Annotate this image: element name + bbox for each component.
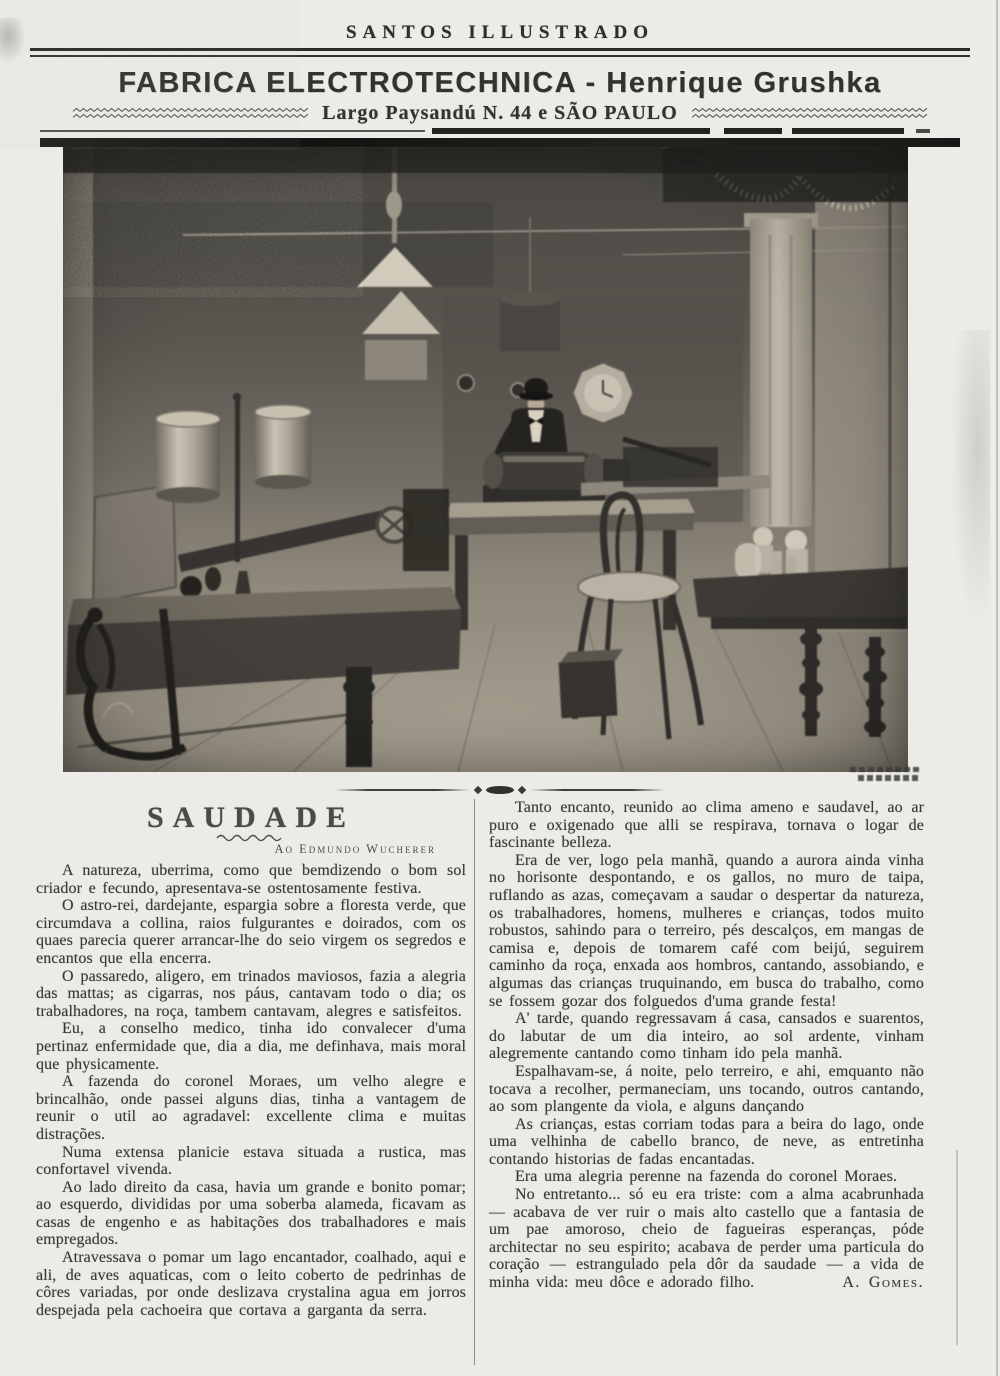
floor-box	[559, 649, 623, 718]
stand-rod	[235, 400, 240, 562]
article-column-right	[474, 799, 924, 1365]
heavy-rule	[40, 138, 960, 147]
ornament-line	[530, 789, 665, 791]
metal-cylinder	[255, 412, 311, 482]
article-paragraph: As crianças, estas corriam todas para a beira do lago, onde uma velhinha de cabello branco, de neve, as entretinha contando historias de fadas encantadas.	[489, 1115, 924, 1168]
article-column-left	[36, 799, 474, 1319]
wall-clock	[572, 362, 634, 424]
advert-address: Largo Paysandú N. 44 e SÃO PAULO	[322, 101, 678, 124]
article-body	[36, 799, 924, 1365]
article-paragraph: Atravessava o pomar um lago encantador, coalhado, aqui e ali, de aves aquaticas, com o leito coberto de pedrinhas de côres variadas, por onde deslizava crystalina agua em jorros despejada pela cachoeira que cortava a garganta da serra.	[36, 1249, 466, 1319]
article-paragraph: Tanto encanto, reunido ao clima ameno e saudavel, ao ar puro e oxigenado que alli se respirava, tornava o logar de fascinante belleza.	[489, 799, 924, 852]
zigzag-ornament-right	[692, 107, 927, 119]
scan-edge-line	[996, 0, 998, 1376]
article-paragraph: Era uma alegria perenne na fazenda do coronel Moraes.	[515, 1168, 898, 1186]
article-paragraph: Eu, a conselho medico, tinha ido convalecer d'uma pertinaz enfermidade que, dia a dia, me definhava, mais moral que physicamente.	[36, 1020, 466, 1073]
zigzag-ornament-left	[73, 107, 308, 119]
article-paragraph: A fazenda do coronel Moraes, um velho alegre e brincalhão, onde passei alguns dias, tinha a vantagem de reunir o util ao agradavel: excellente clima e muitas distrações.	[36, 1073, 466, 1143]
article-paragraph: A' tarde, quando regressavam á casa, cansados e suarentos, do labutar de um dia inteiro, ao sol ardente, vinham alegremente cantando como tinham ido pela manhã.	[489, 1010, 924, 1063]
article-paragraph: O passaredo, aligero, em trinados maviosos, fazia a alegria das mattas; as cigarras, nos páus, cantavam todo o dia; os trabalhadores, na roça, tambem cantavam, alegres e satisfeitos.	[36, 967, 466, 1020]
article-paragraph	[489, 1186, 924, 1292]
article-paragraph: A natureza, uberrima, como que bemdizendo o bom sol criador e fecundo, apresentava-se ostentosamente festiva.	[36, 862, 466, 897]
ornament-lens	[486, 786, 514, 794]
article-paragraph: Numa extensa planicie estava situada a rustica, mas confortavel vivenda.	[36, 1143, 466, 1179]
ornament-line	[335, 789, 470, 791]
plaster-bust	[753, 527, 773, 547]
bottle	[180, 576, 202, 598]
scan-blotch	[950, 330, 990, 630]
segmented-rule	[40, 127, 960, 135]
section-divider-ornament	[335, 785, 665, 795]
leaning-panel	[93, 485, 176, 603]
article-dedication: Ao Edmundo Wucherer	[274, 842, 436, 856]
credit-smudge-line	[858, 775, 920, 781]
article-title: SAUDADE	[146, 801, 356, 834]
advert-title: FABRICA ELECTROTECHNICA - Henrique Grushka	[118, 67, 882, 99]
article-paragraph: Ao lado direito da casa, havia um grande e bonito pomar; ao esquerdo, divididas por uma soberba alameda, ficavam as casas de engenho e as habitações dos trabalhadores e mais empregados.	[36, 1178, 466, 1249]
scan-blotch	[0, 18, 26, 64]
bottle	[205, 567, 221, 591]
scan-stray-line	[956, 1150, 958, 1345]
masthead-double-rule	[30, 48, 970, 57]
ornament-diamond	[474, 786, 482, 794]
photo-credit-smudge	[850, 767, 920, 784]
workshop-photograph	[63, 147, 908, 772]
author-signature: A. Gomes.	[842, 1274, 924, 1292]
article-paragraph: O astro-rei, dardejante, espargia sobre a floresta verde, que circumdava a collina, raios fulgurantes e doirados, com os quaes parecia querer arrancar-lhe do seio virgem os segredos e encantos que ella encerra.	[36, 897, 466, 967]
photo-scene	[63, 147, 908, 772]
article-paragraph: Espalhavam-se, á noite, pelo terreiro, e ahi, emquanto não tocava a recolher, permaneciam, uns tocando, outros cantando, ao som plangente da viola, e alguns dançando	[489, 1062, 924, 1116]
credit-smudge-line	[850, 767, 920, 772]
advert-subline	[0, 101, 1000, 125]
article-paragraph: Era de ver, logo pela manhã, quando a aurora ainda vinha no horisonte despontando, e os gallos, no muro de taipa, ruflando as azas, começavam a saudar o despertar da natureza, os trabalhadores, homens, mulheres e crianças, todos muito robustos, sahindo para o terreiro, pés descalços, em mangas de camisa e, depois de tomarem café com beijú, seguirem caminho da roça, enxada aos hombros, cantando, assobiando, e algumas das crianças truquinando, em busca do trabalho, como se fossem gozar dos folguedos d'uma grande festa!	[489, 851, 924, 1010]
metal-cylinder	[156, 419, 220, 495]
masthead-title: SANTOS ILLUSTRADO	[345, 22, 655, 43]
paragraph-text: No entretanto... só eu era triste: com a alma acabrunhada — acabava de ver ruir o mais alto castello que a fantasia de um pae amoroso, cheio de fagueiras esperanças, póde architectar no seu espirito; acabava de perder uma particula do coração — estrangulado pela dôr da saudade — a vida de minha vida: meu dôce e adorado filho.	[489, 1186, 924, 1292]
ornament-diamond	[518, 786, 526, 794]
